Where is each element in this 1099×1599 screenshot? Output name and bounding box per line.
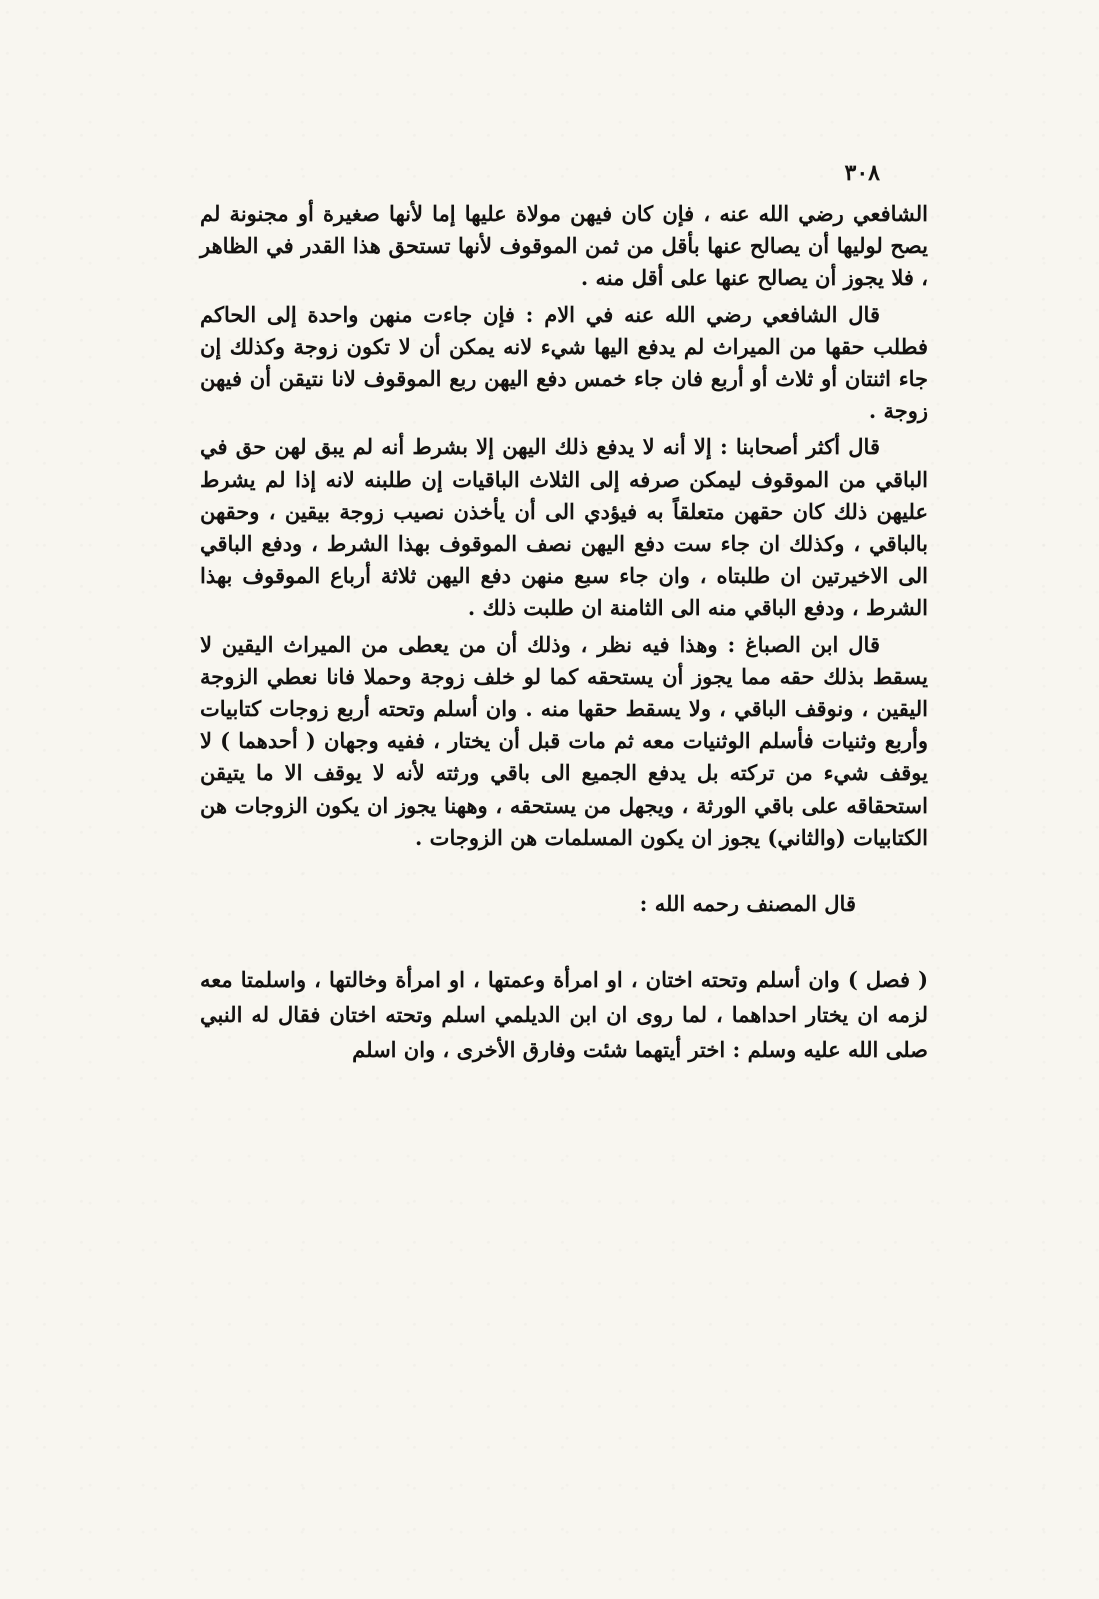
- page-body: [200, 198, 928, 1067]
- paragraph-1: الشافعي رضي الله عنه ، فإن كان فيهن مولاة عليها إما لأنها صغيرة أو مجنونة لم يصح لوليها أن يصالح عنها بأقل من ثمن الموقوف لأنها تستحق هذا القدر في الظاهر ، فلا يجوز أن يصالح عنها على أقل منه .: [200, 201, 928, 291]
- paragraph-4: قال ابن الصباغ : وهذا فيه نظر ، وذلك أن من يعطى من الميراث اليقين لا يسقط بذلك حقه مما يجوز أن يستحقه كما لو خلف زوجة وحملا فانا نعطي الزوجة اليقين ، ونوقف الباقي ، ولا يسقط حقها منه . وان أسلم وتحته أربع زوجات كتابيات وأربع وثنيات فأسلم الوثنيات معه ثم مات قبل أن يختار ، ففيه وجهان ( أحدهما ) لا يوقف شيء من تركته بل يدفع الجميع الى باقي ورثته لأنه لا يوقف الا ما يتيقن استحقاقه على باقي الورثة ، ويجهل من يستحقه ، وههنا يجوز ان يكون الزوجات هن الكتابيات (والثاني) يجوز ان يكون المسلمات هن الزوجات .: [200, 631, 928, 850]
- fasl-paragraph: ( فصل ) وان أسلم وتحته اختان ، او امرأة وعمتها ، او امرأة وخالتها ، واسلمتا معه لزمه ان يختار احداهما ، لما روى ان ابن الديلمي اسلم وتحته اختان فقال له النبي صلى الله عليه وسلم : اختر أيتهما شئت وفارق الأخرى ، وان اسلم: [200, 967, 928, 1063]
- section-heading: قال المصنف رحمه الله :: [639, 891, 856, 917]
- paragraph-3: قال أكثر أصحابنا : إلا أنه لا يدفع ذلك اليهن إلا بشرط أنه لم يبق لهن حق في الباقي من الموقوف ليمكن صرفه إلى الثلاث الباقيات إن طلبنه لانه إذا لم يشرط عليهن ذلك كان حقهن متعلقاً به فيؤدي الى أن يأخذن نصيب زوجة بيقين ، وحقهن بالباقي ، وكذلك ان جاء ست دفع اليهن نصف الموقوف بهذا الشرط ، ودفع الباقي الى الاخيرتين ان طلبتاه ، وان جاء سبع منهن دفع اليهن ثلاثة أرباع الموقوف بهذا الشرط ، ودفع الباقي منه الى الثامنة ان طلبت ذلك .: [200, 434, 928, 621]
- page-number: ٣٠٨: [844, 160, 880, 186]
- paragraph-2: قال الشافعي رضي الله عنه في الام : فإن جاءت منهن واحدة إلى الحاكم فطلب حقها من الميراث لم يدفع اليها شيء لانه يمكن أن لا تكون زوجة وكذلك إن جاء اثنتان أو ثلاث أو أربع فان جاء خمس دفع اليهن ربع الموقوف لانا نتيقن أن فيهن زوجة .: [200, 301, 928, 424]
